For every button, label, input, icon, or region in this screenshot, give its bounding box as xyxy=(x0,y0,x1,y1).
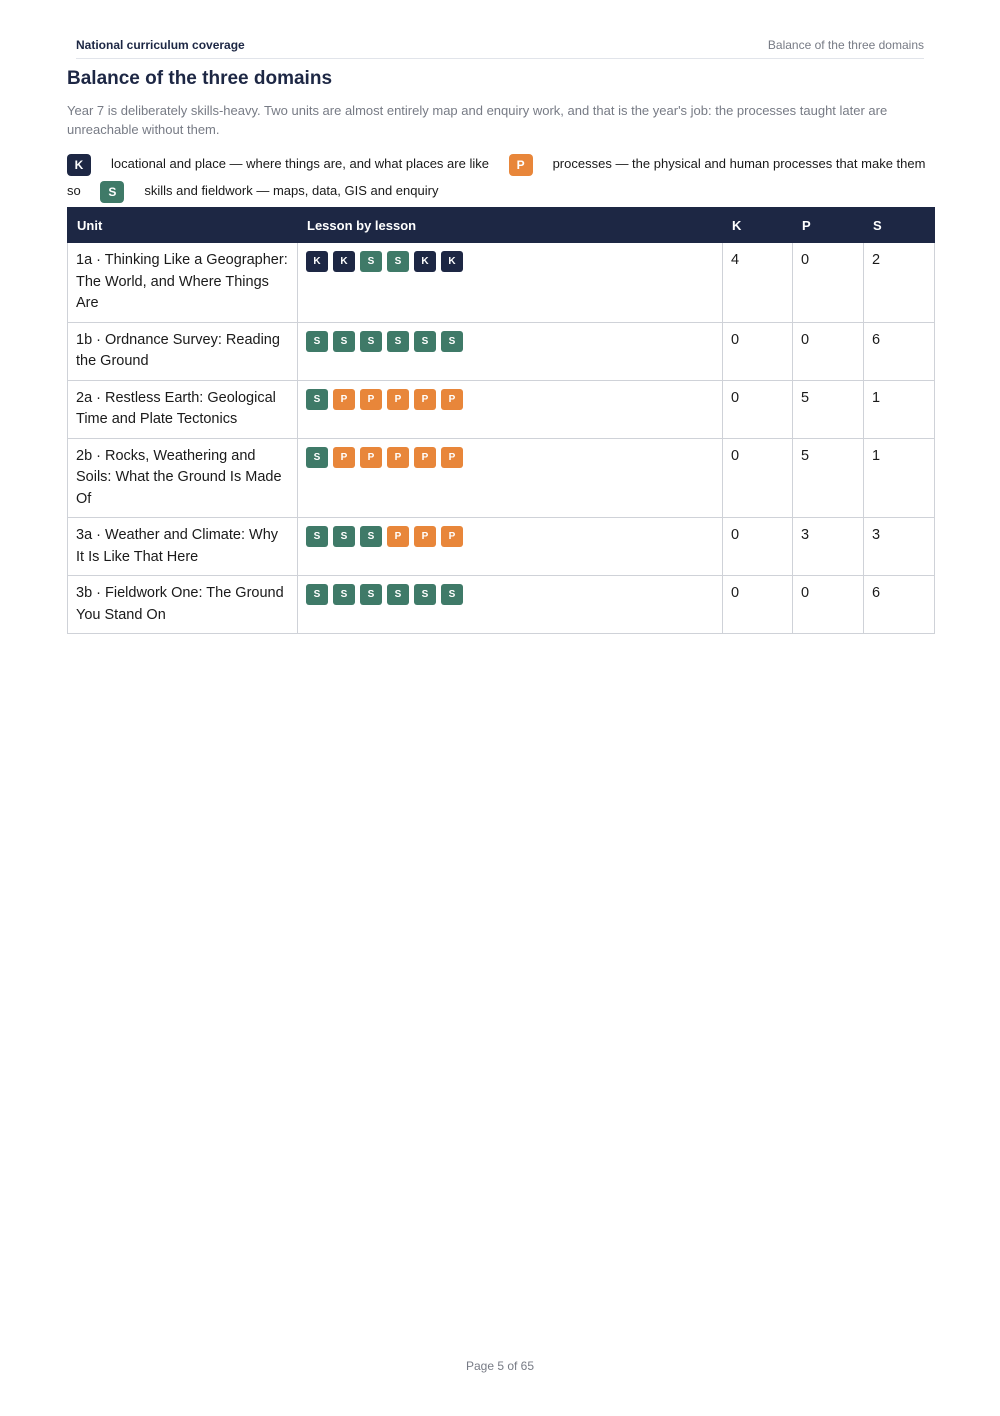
lesson-chips xyxy=(306,525,714,547)
legend-item-s xyxy=(100,183,438,198)
lesson-chip-p: P xyxy=(441,447,463,468)
lesson-chip-s: S xyxy=(360,331,382,352)
count-cell-p: 0 xyxy=(793,322,864,380)
lesson-chips xyxy=(306,330,714,352)
count-cell-k: 0 xyxy=(723,518,793,576)
legend-chip-k: K xyxy=(67,154,91,176)
lesson-chip-p: P xyxy=(360,389,382,410)
lesson-chip-p: P xyxy=(441,389,463,410)
unit-cell: 2a · Restless Earth: Geological Time and Plate Tectonics xyxy=(68,380,298,438)
lesson-chip-s: S xyxy=(414,584,436,605)
lesson-chips xyxy=(306,250,714,272)
lesson-chip-k: K xyxy=(414,251,436,272)
legend-label-p: processes — the physical and human processes that make them so xyxy=(67,156,926,198)
legend-label-s: skills and fieldwork — maps, data, GIS and enquiry xyxy=(144,183,439,198)
count-cell-p: 0 xyxy=(793,576,864,634)
count-cell-p: 5 xyxy=(793,438,864,518)
count-cell-k: 0 xyxy=(723,438,793,518)
count-cell-p: 5 xyxy=(793,380,864,438)
lesson-chip-s: S xyxy=(306,584,328,605)
lesson-chip-p: P xyxy=(387,447,409,468)
lesson-chip-k: K xyxy=(441,251,463,272)
count-cell-p: 0 xyxy=(793,243,864,323)
count-cell-k: 0 xyxy=(723,576,793,634)
lesson-chip-s: S xyxy=(333,331,355,352)
intro-paragraph: Year 7 is deliberately skills-heavy. Two units are almost entirely map and enquiry work, and that is the year's job: the processes taught later are unreachable without them. xyxy=(67,103,888,137)
lesson-chip-p: P xyxy=(441,526,463,547)
count-cell-s: 6 xyxy=(864,576,935,634)
count-cell-s: 1 xyxy=(864,380,935,438)
page-number: Page 5 of 65 xyxy=(465,1359,535,1373)
lesson-chip-s: S xyxy=(387,584,409,605)
table-row xyxy=(68,322,935,380)
units-table xyxy=(67,207,935,634)
count-cell-s: 6 xyxy=(864,322,935,380)
lesson-chip-p: P xyxy=(414,389,436,410)
lesson-chip-p: P xyxy=(414,447,436,468)
chapter-name: Balance of the three domains xyxy=(767,38,924,52)
unit-cell: 3b · Fieldwork One: The Ground You Stand On xyxy=(68,576,298,634)
legend-chip-p: P xyxy=(509,154,533,176)
lesson-chip-p: P xyxy=(387,526,409,547)
lesson-chip-p: P xyxy=(333,447,355,468)
lesson-chip-p: P xyxy=(333,389,355,410)
domain-legend xyxy=(67,150,937,204)
col-header-unit: Unit xyxy=(68,208,298,243)
lesson-chip-s: S xyxy=(387,331,409,352)
table-row xyxy=(68,243,935,323)
col-header-p: P xyxy=(793,208,864,243)
unit-cell: 1b · Ordnance Survey: Reading the Ground xyxy=(68,322,298,380)
lesson-chip-p: P xyxy=(414,526,436,547)
col-header-k: K xyxy=(723,208,793,243)
lesson-chip-s: S xyxy=(333,526,355,547)
lessons-cell xyxy=(298,518,723,576)
lesson-chips xyxy=(306,388,714,410)
lesson-chip-s: S xyxy=(306,526,328,547)
table-row xyxy=(68,576,935,634)
count-cell-s: 3 xyxy=(864,518,935,576)
lessons-cell xyxy=(298,380,723,438)
lesson-chip-s: S xyxy=(441,584,463,605)
running-header xyxy=(76,38,924,59)
lessons-cell xyxy=(298,322,723,380)
lesson-chip-s: S xyxy=(441,331,463,352)
lesson-chip-k: K xyxy=(333,251,355,272)
unit-cell: 1a · Thinking Like a Geographer: The World, and Where Things Are xyxy=(68,243,298,323)
table-header-row xyxy=(68,208,935,243)
unit-cell: 3a · Weather and Climate: Why It Is Like That Here xyxy=(68,518,298,576)
count-cell-k: 0 xyxy=(723,380,793,438)
lessons-cell xyxy=(298,438,723,518)
lesson-chip-s: S xyxy=(306,389,328,410)
lessons-cell xyxy=(298,576,723,634)
lesson-chip-p: P xyxy=(360,447,382,468)
lesson-chip-s: S xyxy=(360,526,382,547)
table-row xyxy=(68,380,935,438)
legend-item-k xyxy=(67,156,505,171)
table-row xyxy=(68,438,935,518)
lesson-chip-p: P xyxy=(387,389,409,410)
lesson-chip-k: K xyxy=(306,251,328,272)
col-header-s: S xyxy=(864,208,935,243)
lesson-chip-s: S xyxy=(306,331,328,352)
count-cell-p: 3 xyxy=(793,518,864,576)
page-title: Balance of the three domains xyxy=(67,68,333,89)
lesson-chips xyxy=(306,446,714,468)
lesson-chip-s: S xyxy=(387,251,409,272)
legend-chip-s: S xyxy=(100,181,124,203)
unit-cell: 2b · Rocks, Weathering and Soils: What the Ground Is Made Of xyxy=(68,438,298,518)
lesson-chip-s: S xyxy=(360,251,382,272)
count-cell-s: 1 xyxy=(864,438,935,518)
lessons-cell xyxy=(298,243,723,323)
count-cell-k: 4 xyxy=(723,243,793,323)
count-cell-s: 2 xyxy=(864,243,935,323)
legend-label-k: locational and place — where things are, and what places are like xyxy=(111,156,489,171)
count-cell-k: 0 xyxy=(723,322,793,380)
lesson-chips xyxy=(306,583,714,605)
table-row xyxy=(68,518,935,576)
lesson-chip-s: S xyxy=(306,447,328,468)
lesson-chip-s: S xyxy=(360,584,382,605)
lesson-chip-s: S xyxy=(414,331,436,352)
lesson-chip-s: S xyxy=(333,584,355,605)
col-header-lessons: Lesson by lesson xyxy=(298,208,723,243)
section-name: National curriculum coverage xyxy=(76,38,245,52)
